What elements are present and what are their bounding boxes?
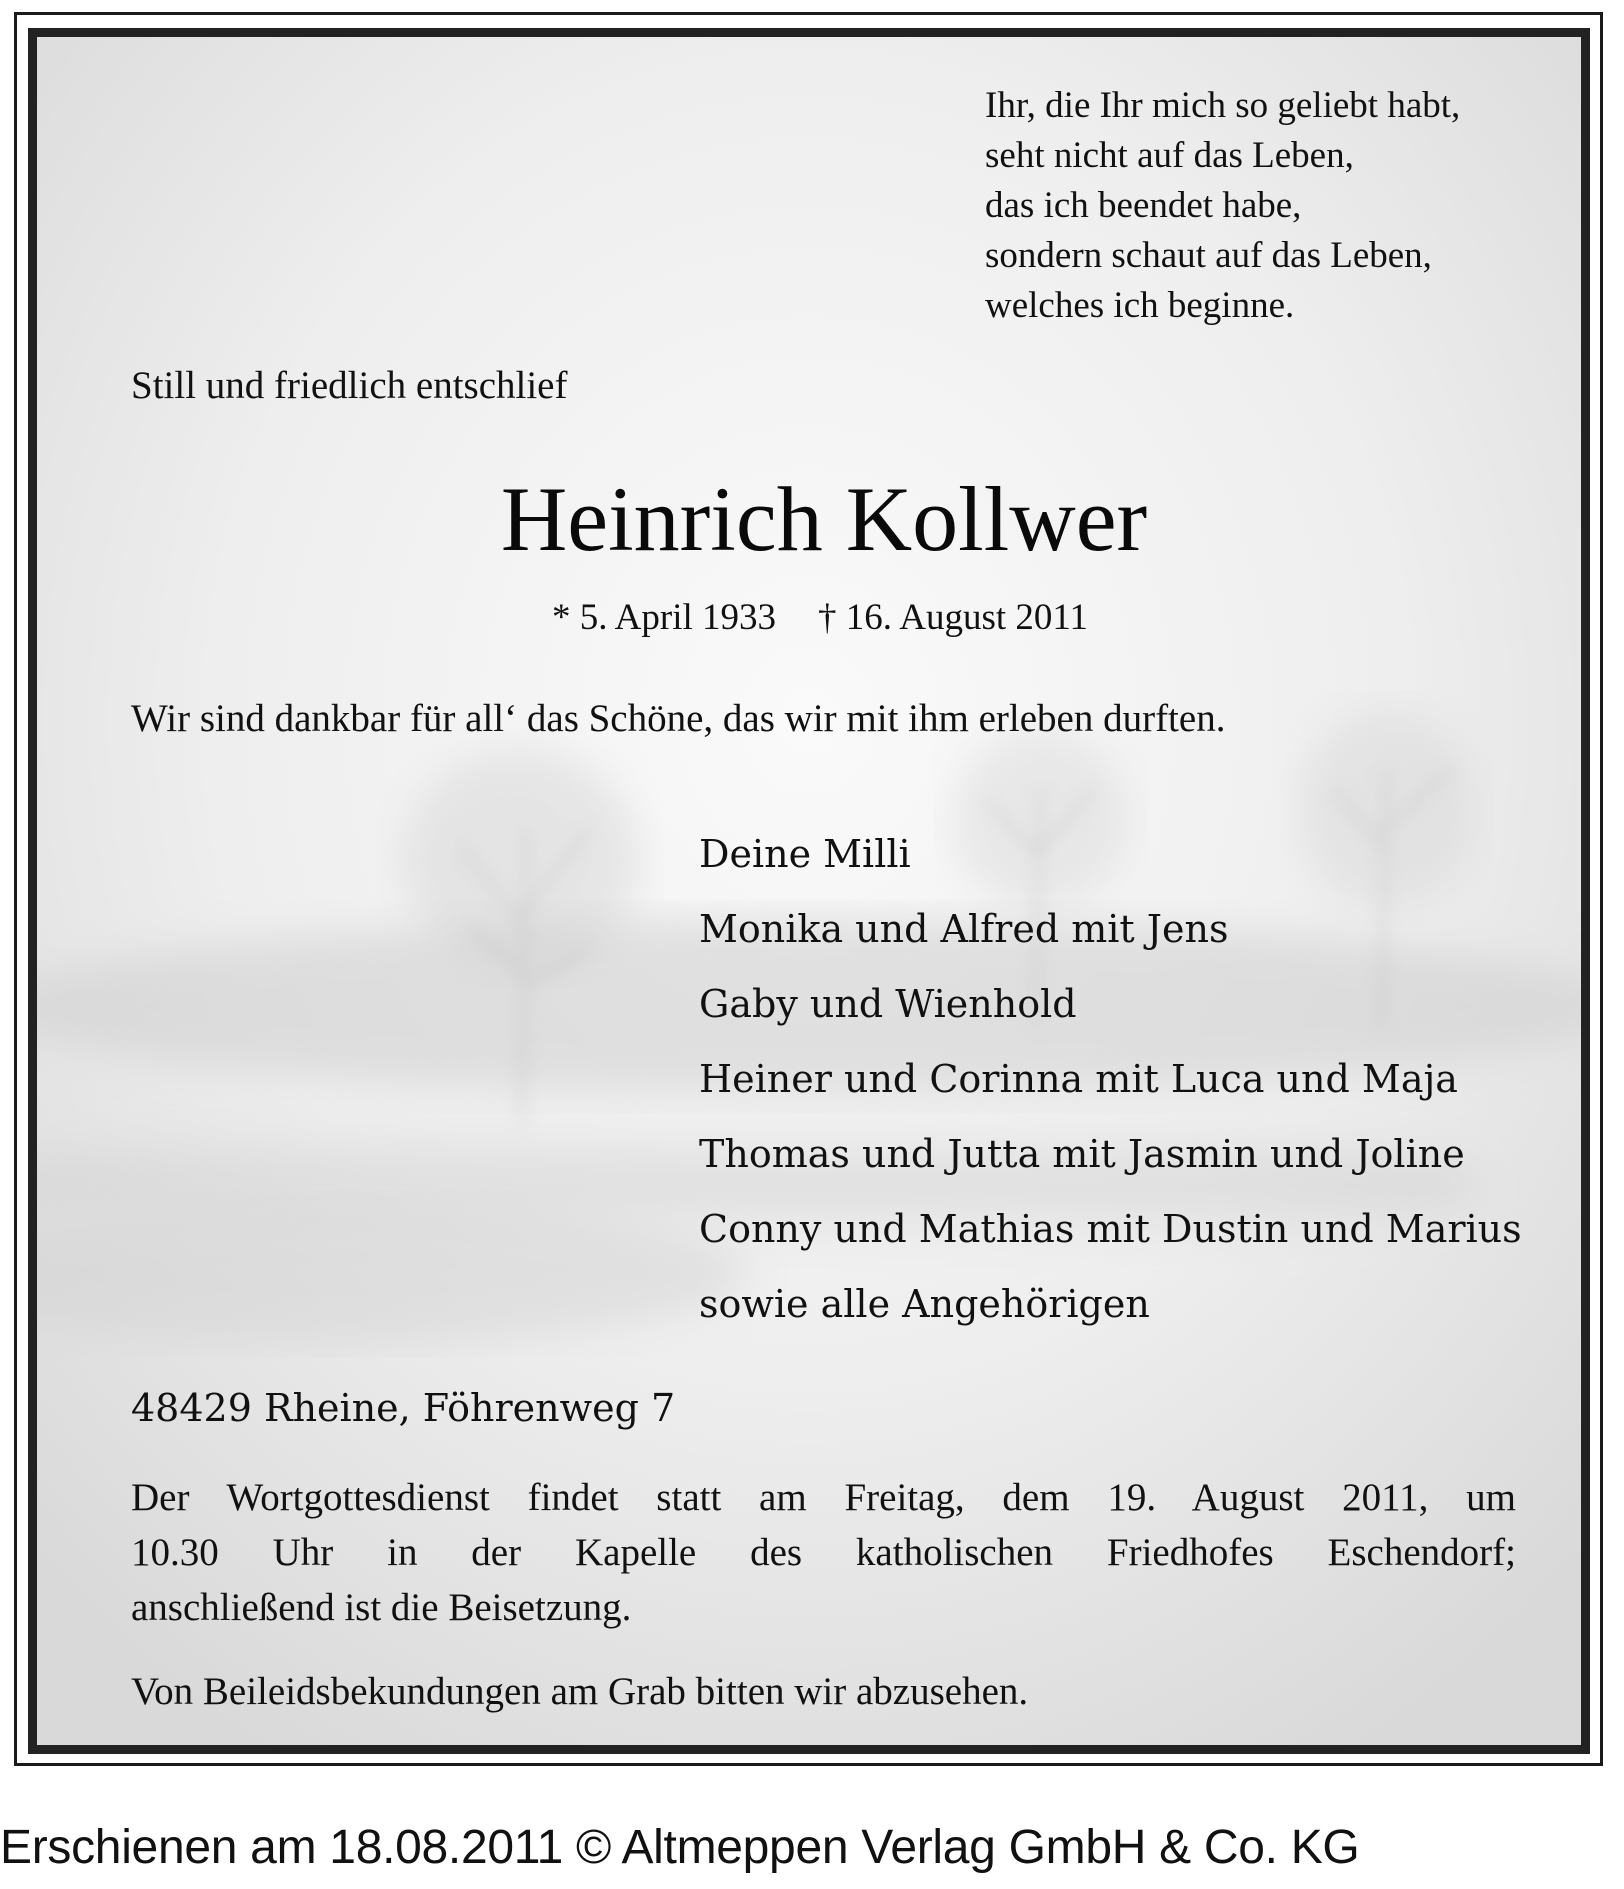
death-date: † 16. August 2011 (818, 597, 1089, 638)
deceased-name: Heinrich Kollwer (500, 468, 1148, 570)
mourner-entry: Heiner und Corinna mit Luca und Maja (699, 1057, 1458, 1101)
poem-line: seht nicht auf das Leben, (985, 135, 1354, 176)
mourners-list (699, 817, 1522, 1342)
thanks-text: Wir sind dankbar für all‘ das Schöne, das wir mit ihm erleben durften. (131, 697, 1226, 740)
service-info (131, 1470, 1516, 1635)
mourner-entry: Gaby und Wienhold (699, 982, 1077, 1026)
poem-line: das ich beendet habe, (985, 185, 1302, 226)
poem (985, 81, 1460, 331)
condolence-note: Von Beileidsbekundungen am Grab bitten wir abzusehen. (131, 1670, 1029, 1713)
life-dates (37, 597, 1581, 640)
mourner-entry: Conny und Mathias mit Dustin und Marius (699, 1207, 1522, 1251)
mourner-entry: Deine Milli (699, 832, 911, 876)
mourner-entry: Monika und Alfred mit Jens (699, 907, 1229, 951)
service-line: anschließend ist die Beisetzung. (131, 1586, 632, 1629)
mourner-entry: Thomas und Jutta mit Jasmin und Joline (699, 1132, 1465, 1176)
publication-footer: Erschienen am 18.08.2011 © Altmeppen Verlag GmbH & Co. KG (0, 1821, 1360, 1874)
birth-date: * 5. April 1933 (551, 597, 777, 638)
address: 48429 Rheine, Föhrenweg 7 (131, 1386, 676, 1430)
notice-frame (28, 28, 1590, 1754)
intro-text: Still und friedlich entschlief (131, 364, 568, 407)
poem-line: Ihr, die Ihr mich so geliebt habt, (985, 85, 1461, 126)
mourner-entry: sowie alle Angehörigen (699, 1282, 1150, 1326)
poem-line: welches ich beginne. (985, 285, 1295, 326)
poem-line: sondern schaut auf das Leben, (985, 235, 1432, 276)
service-line: Der Wortgottesdienst findet statt am Freitag, dem 19. August 2011, um (131, 1476, 1516, 1519)
service-line: 10.30 Uhr in der Kapelle des katholischen Friedhofes Eschendorf; (131, 1531, 1516, 1574)
